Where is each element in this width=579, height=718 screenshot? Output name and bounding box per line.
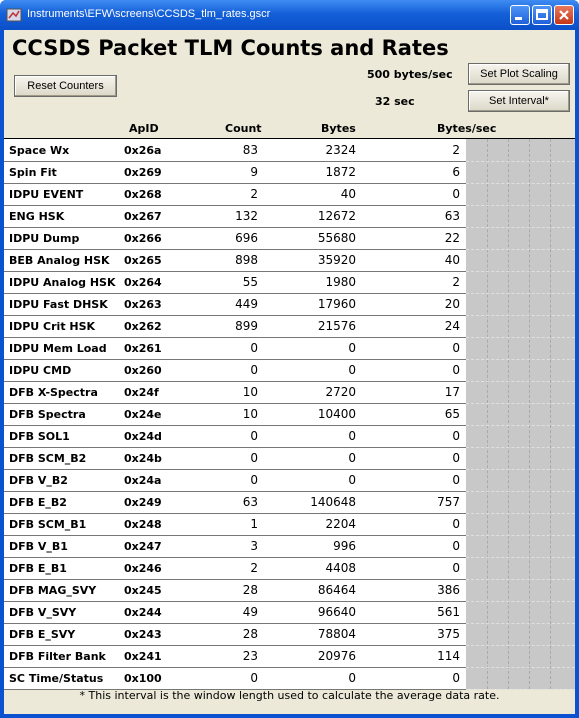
- set-interval-button[interactable]: Set Interval*: [468, 90, 570, 112]
- row-apid: 0x241: [124, 650, 162, 663]
- row-count: 55: [242, 275, 258, 289]
- row-bytes-per-sec: 6: [452, 165, 460, 179]
- row-name: DFB SOL1: [9, 430, 70, 443]
- row-apid: 0x100: [124, 672, 162, 685]
- row-apid: 0x24f: [124, 386, 159, 399]
- table-row: [4, 183, 466, 206]
- row-apid: 0x260: [124, 364, 162, 377]
- row-bytes: 2324: [325, 143, 356, 157]
- row-apid: 0x261: [124, 342, 162, 355]
- row-bytes: 4408: [325, 561, 356, 575]
- row-bytes-per-sec: 22: [444, 231, 460, 245]
- plot-row-divider: [466, 381, 575, 382]
- row-apid: 0x26a: [124, 144, 162, 157]
- table-row: [4, 579, 466, 602]
- row-bytes: 0: [348, 473, 356, 487]
- footnote: * This interval is the window length used to calculate the average data rate.: [79, 689, 500, 702]
- plot-row-divider: [466, 337, 575, 338]
- row-bytes: 35920: [317, 253, 356, 267]
- row-apid: 0x248: [124, 518, 162, 531]
- plot-row-divider: [466, 315, 575, 316]
- row-apid: 0x243: [124, 628, 162, 641]
- table-row: [4, 491, 466, 514]
- row-count: 132: [235, 209, 258, 223]
- plot-row-divider: [466, 469, 575, 470]
- row-count: 3: [250, 539, 258, 553]
- row-name: IDPU EVENT: [9, 188, 84, 201]
- row-name: DFB V_B2: [9, 474, 68, 487]
- row-name: Space Wx: [9, 144, 70, 157]
- row-count: 63: [242, 495, 258, 509]
- row-bytes-per-sec: 0: [452, 473, 460, 487]
- header-apid: ApID: [129, 122, 159, 135]
- row-count: 28: [242, 583, 258, 597]
- table-row: [4, 469, 466, 492]
- table-row: [4, 227, 466, 250]
- plot-row-divider: [466, 557, 575, 558]
- row-apid: 0x268: [124, 188, 162, 201]
- row-bytes: 0: [348, 341, 356, 355]
- plot-row-divider: [466, 601, 575, 602]
- page-title: CCSDS Packet TLM Counts and Rates: [12, 36, 449, 60]
- plot-gridline: [550, 139, 551, 689]
- header-bytes: Bytes: [321, 122, 356, 135]
- row-bytes: 2204: [325, 517, 356, 531]
- plot-row-divider: [466, 491, 575, 492]
- row-count: 696: [235, 231, 258, 245]
- plot-row-divider: [466, 447, 575, 448]
- packet-table: [4, 138, 575, 689]
- row-count: 899: [235, 319, 258, 333]
- row-name: DFB Filter Bank: [9, 650, 106, 663]
- row-bytes: 0: [348, 671, 356, 685]
- interval-value: 32 sec: [375, 95, 415, 108]
- row-bytes-per-sec: 0: [452, 363, 460, 377]
- plot-row-divider: [466, 161, 575, 162]
- row-apid: 0x24b: [124, 452, 162, 465]
- row-bytes: 0: [348, 363, 356, 377]
- row-bytes-per-sec: 0: [452, 671, 460, 685]
- row-name: ENG HSK: [9, 210, 65, 223]
- row-bytes: 40: [340, 187, 356, 201]
- window-title: Instruments\EFW\screens\CCSDS_tlm_rates.gscr: [27, 8, 271, 20]
- row-count: 0: [250, 671, 258, 685]
- row-name: DFB X-Spectra: [9, 386, 98, 399]
- title-bar[interactable]: [0, 0, 579, 30]
- plot-row-divider: [466, 183, 575, 184]
- row-name: SC Time/Status: [9, 672, 104, 685]
- row-apid: 0x267: [124, 210, 162, 223]
- row-bytes-per-sec: 40: [444, 253, 460, 267]
- row-name: DFB E_B2: [9, 496, 67, 509]
- row-count: 49: [242, 605, 258, 619]
- row-count: 0: [250, 363, 258, 377]
- plot-gridline: [487, 139, 488, 689]
- row-name: DFB SCM_B1: [9, 518, 87, 531]
- row-name: Spin Fit: [9, 166, 57, 179]
- plot-row-divider: [466, 623, 575, 624]
- table-row: [4, 557, 466, 580]
- table-row: [4, 403, 466, 426]
- row-bytes: 21576: [317, 319, 356, 333]
- row-count: 0: [250, 451, 258, 465]
- app-icon: [6, 7, 22, 23]
- maximize-button[interactable]: [532, 5, 552, 25]
- row-bytes: 12672: [317, 209, 356, 223]
- row-bytes-per-sec: 20: [444, 297, 460, 311]
- row-bytes: 140648: [310, 495, 356, 509]
- row-apid: 0x24d: [124, 430, 162, 443]
- row-bytes: 0: [348, 451, 356, 465]
- row-name: DFB MAG_SVY: [9, 584, 97, 597]
- table-row: [4, 271, 466, 294]
- row-apid: 0x269: [124, 166, 162, 179]
- row-apid: 0x265: [124, 254, 162, 267]
- table-row: [4, 249, 466, 272]
- plot-gridline: [508, 139, 509, 689]
- plot-row-divider: [466, 249, 575, 250]
- row-count: 9: [250, 165, 258, 179]
- table-row: [4, 293, 466, 316]
- row-name: DFB V_B1: [9, 540, 68, 553]
- row-bytes-per-sec: 0: [452, 429, 460, 443]
- row-name: IDPU Crit HSK: [9, 320, 96, 333]
- row-bytes: 55680: [317, 231, 356, 245]
- row-count: 0: [250, 473, 258, 487]
- reset-counters-button[interactable]: Reset Counters: [14, 75, 117, 97]
- table-row: [4, 601, 466, 624]
- row-name: DFB V_SVY: [9, 606, 77, 619]
- rate-plot-area: [466, 139, 575, 689]
- row-bytes-per-sec: 757: [437, 495, 460, 509]
- row-apid: 0x266: [124, 232, 162, 245]
- row-bytes-per-sec: 0: [452, 539, 460, 553]
- table-row: [4, 667, 466, 690]
- row-bytes: 0: [348, 429, 356, 443]
- maximize-icon: [533, 6, 551, 24]
- table-row: [4, 315, 466, 338]
- minimize-button[interactable]: [510, 5, 530, 25]
- client-area: [4, 30, 575, 714]
- table-row: [4, 535, 466, 558]
- plot-gridline: [529, 139, 530, 689]
- row-count: 1: [250, 517, 258, 531]
- row-bytes-per-sec: 375: [437, 627, 460, 641]
- table-row: [4, 447, 466, 470]
- row-name: IDPU CMD: [9, 364, 72, 377]
- row-apid: 0x247: [124, 540, 162, 553]
- row-bytes-per-sec: 2: [452, 143, 460, 157]
- plot-row-divider: [466, 227, 575, 228]
- table-row: [4, 513, 466, 536]
- row-bytes-per-sec: 63: [444, 209, 460, 223]
- table-row: [4, 381, 466, 404]
- row-name: DFB E_B1: [9, 562, 67, 575]
- row-bytes: 996: [333, 539, 356, 553]
- row-apid: 0x244: [124, 606, 162, 619]
- row-bytes-per-sec: 2: [452, 275, 460, 289]
- row-count: 0: [250, 429, 258, 443]
- row-bytes-per-sec: 0: [452, 561, 460, 575]
- row-count: 2: [250, 187, 258, 201]
- row-bytes-per-sec: 0: [452, 451, 460, 465]
- plot-row-divider: [466, 513, 575, 514]
- table-row: [4, 161, 466, 184]
- row-bytes-per-sec: 0: [452, 341, 460, 355]
- row-bytes: 78804: [317, 627, 356, 641]
- row-bytes: 17960: [317, 297, 356, 311]
- close-button[interactable]: [554, 5, 574, 25]
- table-row: [4, 205, 466, 228]
- plot-row-divider: [466, 359, 575, 360]
- header-bytes-per-sec: Bytes/sec: [437, 122, 497, 135]
- table-row: [4, 359, 466, 382]
- plot-row-divider: [466, 667, 575, 668]
- plot-row-divider: [466, 425, 575, 426]
- row-count: 0: [250, 341, 258, 355]
- table-row: [4, 623, 466, 646]
- row-bytes: 86464: [317, 583, 356, 597]
- row-name: DFB SCM_B2: [9, 452, 87, 465]
- plot-row-divider: [466, 293, 575, 294]
- row-name: IDPU Dump: [9, 232, 80, 245]
- row-bytes: 1872: [325, 165, 356, 179]
- plot-scale-value: 500 bytes/sec: [367, 68, 453, 81]
- row-count: 10: [242, 385, 258, 399]
- row-apid: 0x24a: [124, 474, 162, 487]
- row-count: 2: [250, 561, 258, 575]
- row-apid: 0x264: [124, 276, 162, 289]
- row-bytes-per-sec: 561: [437, 605, 460, 619]
- row-count: 28: [242, 627, 258, 641]
- minimize-icon: [511, 6, 529, 24]
- plot-row-divider: [466, 535, 575, 536]
- row-count: 10: [242, 407, 258, 421]
- row-bytes-per-sec: 17: [444, 385, 460, 399]
- row-apid: 0x246: [124, 562, 162, 575]
- row-bytes: 10400: [317, 407, 356, 421]
- plot-row-divider: [466, 271, 575, 272]
- set-plot-scaling-button[interactable]: Set Plot Scaling: [468, 63, 570, 85]
- row-bytes-per-sec: 65: [444, 407, 460, 421]
- row-name: IDPU Analog HSK: [9, 276, 116, 289]
- row-bytes-per-sec: 0: [452, 517, 460, 531]
- row-count: 83: [242, 143, 258, 157]
- row-apid: 0x24e: [124, 408, 162, 421]
- row-bytes: 20976: [317, 649, 356, 663]
- row-count: 898: [235, 253, 258, 267]
- row-name: IDPU Fast DHSK: [9, 298, 108, 311]
- row-apid: 0x263: [124, 298, 162, 311]
- row-name: IDPU Mem Load: [9, 342, 107, 355]
- table-row: [4, 645, 466, 668]
- header-count: Count: [225, 122, 262, 135]
- plot-row-divider: [466, 645, 575, 646]
- row-apid: 0x262: [124, 320, 162, 333]
- row-apid: 0x245: [124, 584, 162, 597]
- plot-row-divider: [466, 403, 575, 404]
- row-apid: 0x249: [124, 496, 162, 509]
- table-row: [4, 139, 466, 162]
- row-bytes: 2720: [325, 385, 356, 399]
- row-bytes: 96640: [317, 605, 356, 619]
- row-name: BEB Analog HSK: [9, 254, 110, 267]
- row-bytes-per-sec: 0: [452, 187, 460, 201]
- row-bytes-per-sec: 386: [437, 583, 460, 597]
- row-count: 449: [235, 297, 258, 311]
- table-row: [4, 337, 466, 360]
- plot-row-divider: [466, 205, 575, 206]
- row-count: 23: [242, 649, 258, 663]
- close-icon: [555, 6, 573, 24]
- plot-row-divider: [466, 579, 575, 580]
- row-name: DFB Spectra: [9, 408, 86, 421]
- table-row: [4, 425, 466, 448]
- row-bytes-per-sec: 114: [437, 649, 460, 663]
- row-bytes: 1980: [325, 275, 356, 289]
- row-name: DFB E_SVY: [9, 628, 76, 641]
- row-bytes-per-sec: 24: [444, 319, 460, 333]
